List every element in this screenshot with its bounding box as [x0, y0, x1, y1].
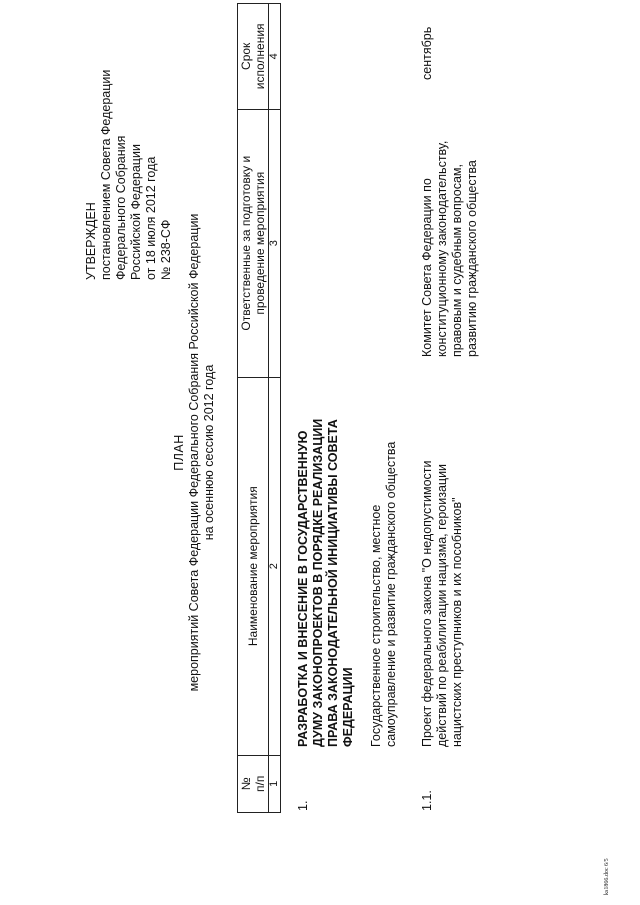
approval-line: постановлением Совета Федерации	[99, 69, 113, 280]
title-line-2: на осеннюю сессию 2012 года	[202, 364, 216, 541]
column-number: 1	[269, 755, 281, 812]
responsible-line: Комитет Совета Федерации по	[420, 178, 434, 357]
section-subtitle	[369, 367, 399, 747]
responsible-line: правовым и судебным вопросам,	[450, 164, 464, 357]
column-number: 2	[269, 377, 281, 755]
title-line-1: мероприятий Совета Федерации Федерального Собрания Российской Федерации	[187, 213, 201, 692]
item-responsible	[420, 97, 480, 357]
header-text: Срок	[239, 42, 253, 70]
subtitle-line: Государственное строительство, местное	[369, 504, 383, 747]
table-number-row	[269, 4, 281, 813]
header-cell-number	[238, 755, 269, 812]
section-title-line: ПРАВА ЗАКОНОДАТЕЛЬНОЙ ИНИЦИАТИВЫ СОВЕТА	[326, 419, 340, 747]
column-number: 3	[269, 109, 281, 377]
approval-line: № 238-СФ	[159, 219, 173, 280]
header-text: п/п	[253, 775, 267, 792]
header-cell-term	[238, 4, 269, 110]
header-cell-name	[238, 377, 269, 755]
approval-line: Федерального Собрания	[114, 135, 128, 280]
header-text: Ответственные за подготовку и	[239, 155, 253, 331]
responsible-line: развитию гражданского общества	[465, 160, 479, 357]
approval-line: Российской Федерации	[129, 144, 143, 280]
document-title	[172, 0, 217, 905]
item-name-line: нацистских преступников и их пособников"	[450, 497, 464, 747]
section-number: 1.	[296, 800, 310, 811]
section-title-line: ФЕДЕРАЦИИ	[341, 667, 355, 747]
column-number: 4	[269, 4, 281, 110]
section-title-line: ДУМУ ЗАКОНОПРОЕКТОВ В ПОРЯДКЕ РЕАЛИЗАЦИИ	[311, 418, 325, 747]
approval-line: УТВЕРЖДЕН	[84, 202, 98, 280]
header-text: исполнения	[253, 23, 267, 90]
header-text: проведение мероприятия	[253, 171, 267, 315]
item-name	[420, 367, 465, 747]
section-title-line: РАЗРАБОТКА И ВНЕСЕНИЕ В ГОСУДАРСТВЕННУЮ	[296, 430, 310, 747]
approval-line: от 18 июля 2012 года	[144, 156, 158, 280]
table-header-row	[238, 4, 269, 813]
item-number: 1.1.	[420, 790, 434, 811]
subtitle-line: самоуправление и развитие гражданского общества	[384, 441, 398, 747]
plan-table-header	[237, 3, 281, 813]
section-title	[296, 367, 356, 747]
item-name-line: действий по реабилитации нацизма, героизации	[435, 463, 449, 747]
title-heading: ПЛАН	[172, 434, 186, 471]
header-text: Наименование мероприятия	[246, 486, 260, 647]
responsible-line: конституционному законодательству,	[435, 140, 449, 357]
item-name-line: Проект федерального закона "О недопустимости	[420, 460, 434, 747]
item-term: сентябрь	[420, 26, 434, 80]
approval-stamp	[84, 70, 174, 280]
header-text: №	[239, 777, 253, 791]
header-cell-responsible	[238, 109, 269, 377]
document-reference: ks1866.doc 6/5	[604, 858, 610, 895]
